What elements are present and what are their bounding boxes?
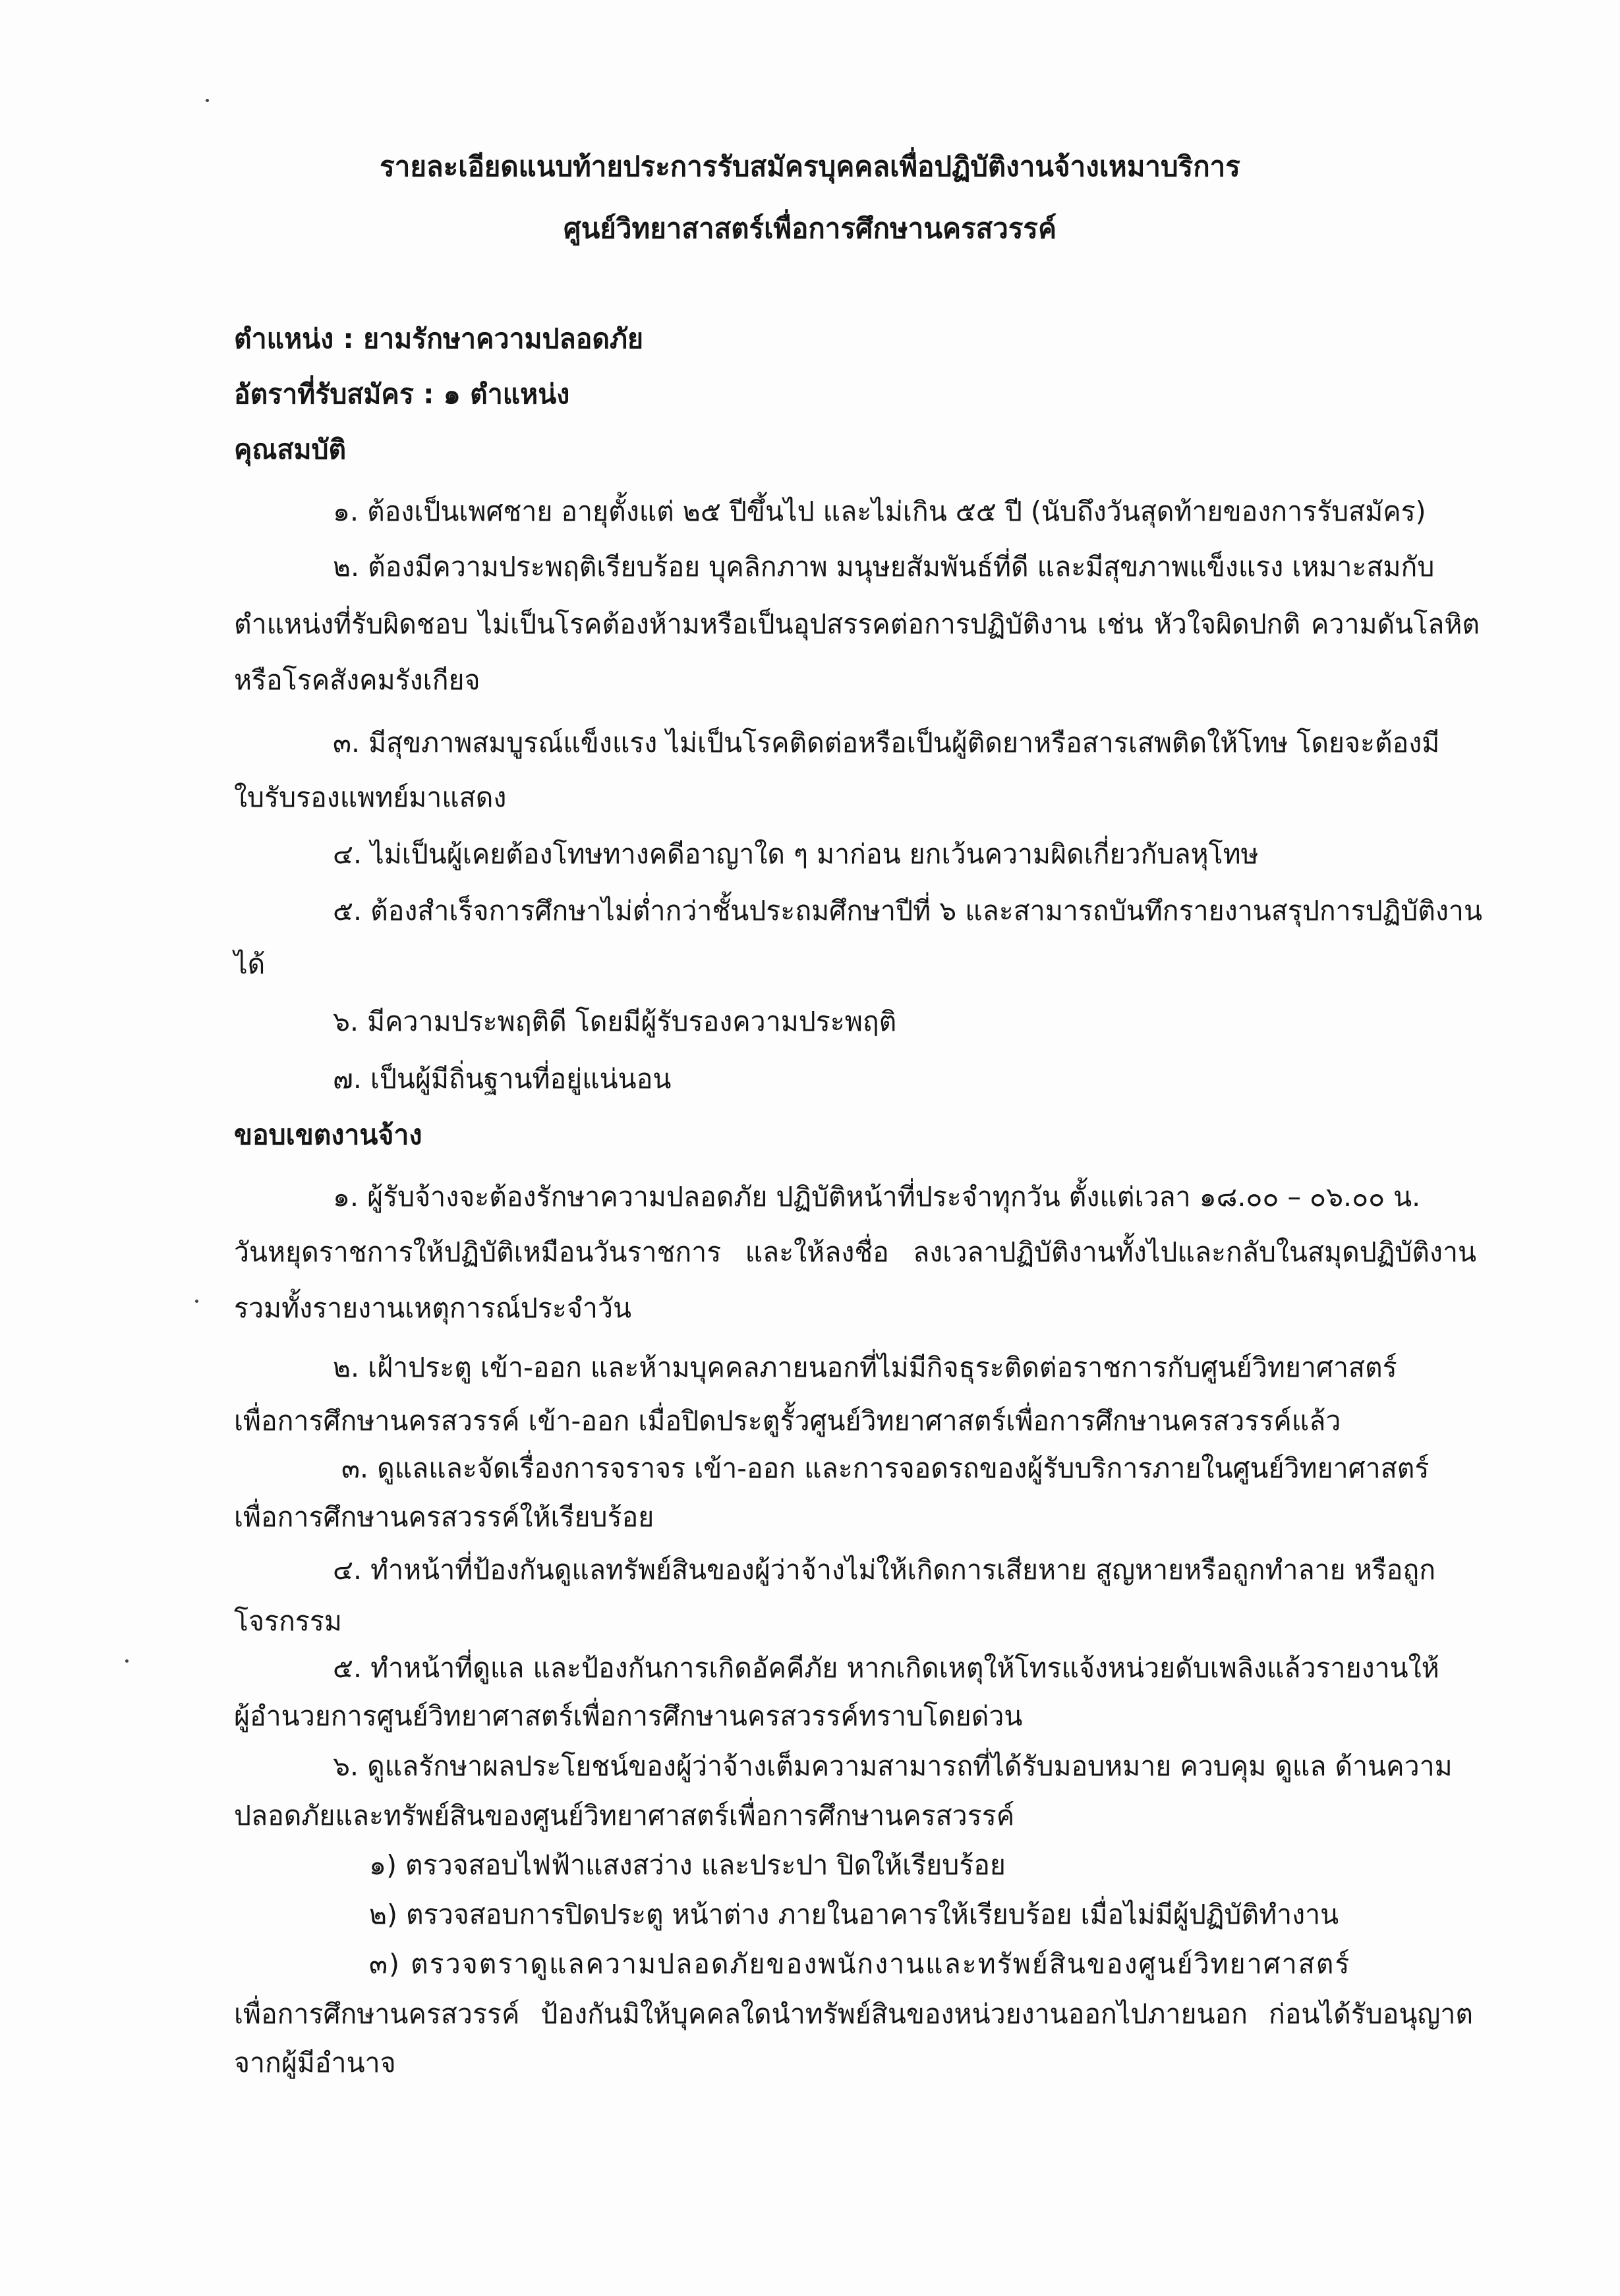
qualification-item-5-line-2: ได้ [234, 948, 266, 980]
position-label: ตำแหน่ง : ยามรักษาความปลอดภัย [234, 323, 644, 355]
scope-item-1-line-1: ๑. ผู้รับจ้างจะต้องรักษาความปลอดภัย ปฏิบัติหน้าที่ประจำทุกวัน ตั้งแต่เวลา ๑๘.๐๐ – ๐๖.๐๐ น. [333, 1181, 1421, 1213]
document-title-line-1: รายละเอียดแนบท้ายประการรับสมัครบุคคลเพื่อปฏิบัติงานจ้างเหมาบริการ [380, 150, 1240, 183]
qualification-item-1: ๑. ต้องเป็นเพศชาย อายุตั้งแต่ ๒๕ ปีขึ้นไป และไม่เกิน ๕๕ ปี (นับถึงวันสุดท้ายของการรับสมัคร) [333, 496, 1426, 527]
scope-item-4-line-1: ๔. ทำหน้าที่ป้องกันดูแลทรัพย์สินของผู้ว่าจ้างไม่ให้เกิดการเสียหาย สูญหายหรือถูกทำลาย หรือถูก [333, 1554, 1436, 1586]
qualification-item-6: ๖. มีความประพฤติดี โดยมีผู้รับรองความประพฤติ [333, 1006, 897, 1037]
scan-speck [206, 99, 209, 102]
qualification-item-7: ๗. เป็นผู้มีถิ่นฐานที่อยู่แน่นอน [333, 1063, 672, 1095]
qualification-item-2-line-2: ตำแหน่งที่รับผิดชอบ ไม่เป็นโรคต้องห้ามหรือเป็นอุปสรรคต่อการปฏิบัติงาน เช่น หัวใจผิดปกติ ความดันโลหิต [234, 608, 1480, 640]
qualification-item-2-line-1: ๒. ต้องมีความประพฤติเรียบร้อย บุคลิกภาพ มนุษยสัมพันธ์ที่ดี และมีสุขภาพแข็งแรง เหมาะสมกับ [333, 551, 1435, 583]
scope-item-6-sub-3-line-1: ๓) ตรวจตราดูแลความปลอดภัยของพนักงานและทรัพย์สินของศูนย์วิทยาศาสตร์ [369, 1948, 1351, 1980]
scan-speck [125, 1659, 129, 1663]
scope-item-6-sub-3-line-2: เพื่อการศึกษานครสวรรค์ ป้องกันมิให้บุคคลใดนำทรัพย์สินของหน่วยงานออกไปภายนอก ก่อนได้รับอนุญาต [234, 1998, 1473, 2030]
scope-item-3-line-2: เพื่อการศึกษานครสวรรค์ให้เรียบร้อย [234, 1501, 654, 1533]
qualification-item-5-line-1: ๕. ต้องสำเร็จการศึกษาไม่ต่ำกว่าชั้นประถมศึกษาปีที่ ๖ และสามารถบันทึกรายงานสรุปการปฏิบัติงาน [333, 895, 1482, 927]
qualification-item-3-line-2: ใบรับรองแพทย์มาแสดง [234, 782, 507, 813]
openings-label: อัตราที่รับสมัคร : ๑ ตำแหน่ง [234, 378, 570, 410]
qualification-item-3-line-1: ๓. มีสุขภาพสมบูรณ์แข็งแรง ไม่เป็นโรคติดต่อหรือเป็นผู้ติดยาหรือสารเสพติดให้โทษ โดยจะต้องมี [333, 727, 1440, 759]
scope-item-4-line-2: โจรกรรม [234, 1605, 342, 1637]
scope-item-5-line-2: ผู้อำนวยการศูนย์วิทยาศาสตร์เพื่อการศึกษานครสวรรค์ทราบโดยด่วน [234, 1700, 1023, 1732]
scope-item-6-sub-3-line-3: จากผู้มีอำนาจ [234, 2047, 396, 2079]
scope-heading: ขอบเขตงานจ้าง [234, 1119, 422, 1151]
scope-item-2-line-1: ๒. เฝ้าประตู เข้า-ออก และห้ามบุคคลภายนอกที่ไม่มีกิจธุระติดต่อราชการกับศูนย์วิทยาศาสตร์ [333, 1352, 1397, 1383]
scope-item-6-line-2: ปลอดภัยและทรัพย์สินของศูนย์วิทยาศาสตร์เพื่อการศึกษานครสวรรค์ [234, 1800, 1015, 1831]
scope-item-1-line-2: วันหยุดราชการให้ปฏิบัติเหมือนวันราชการ และให้ลงชื่อ ลงเวลาปฏิบัติงานทั้งไปและกลับในสมุดปฏิบัติงาน [234, 1236, 1476, 1268]
scope-item-6-sub-1: ๑) ตรวจสอบไฟฟ้าแสงสว่าง และประปา ปิดให้เรียบร้อย [369, 1849, 1006, 1881]
qualifications-heading: คุณสมบัติ [234, 434, 347, 465]
scope-item-1-line-3: รวมทั้งรายงานเหตุการณ์ประจำวัน [234, 1292, 631, 1324]
scope-item-3-line-1: ๓. ดูแลและจัดเรื่องการจราจร เข้า-ออก และการจอดรถของผู้รับบริการภายในศูนย์วิทยาศาสตร์ [341, 1452, 1430, 1484]
scope-item-6-line-1: ๖. ดูแลรักษาผลประโยชน์ของผู้ว่าจ้างเต็มความสามารถที่ได้รับมอบหมาย ควบคุม ดูแล ด้านความ [333, 1750, 1453, 1782]
scan-speck [195, 1300, 198, 1303]
scope-item-5-line-1: ๕. ทำหน้าที่ดูแล และป้องกันการเกิดอัคคีภัย หากเกิดเหตุให้โทรแจ้งหน่วยดับเพลิงแล้วรายงานให้ [333, 1652, 1439, 1684]
scope-item-6-sub-2: ๒) ตรวจสอบการปิดประตู หน้าต่าง ภายในอาคารให้เรียบร้อย เมื่อไม่มีผู้ปฏิบัติทำงาน [369, 1899, 1339, 1930]
qualification-item-2-line-3: หรือโรคสังคมรังเกียจ [234, 664, 480, 696]
qualification-item-4: ๔. ไม่เป็นผู้เคยต้องโทษทางคดีอาญาใด ๆ มาก่อน ยกเว้นความผิดเกี่ยวกับลหุโทษ [333, 838, 1259, 870]
scope-item-2-line-2: เพื่อการศึกษานครสวรรค์ เข้า-ออก เมื่อปิดประตูรั้วศูนย์วิทยาศาสตร์เพื่อการศึกษานครสวรรค์แล้ว [234, 1405, 1341, 1437]
document-title-line-2: ศูนย์วิทยาสาสตร์เพื่อการศึกษานครสวรรค์ [563, 212, 1057, 244]
